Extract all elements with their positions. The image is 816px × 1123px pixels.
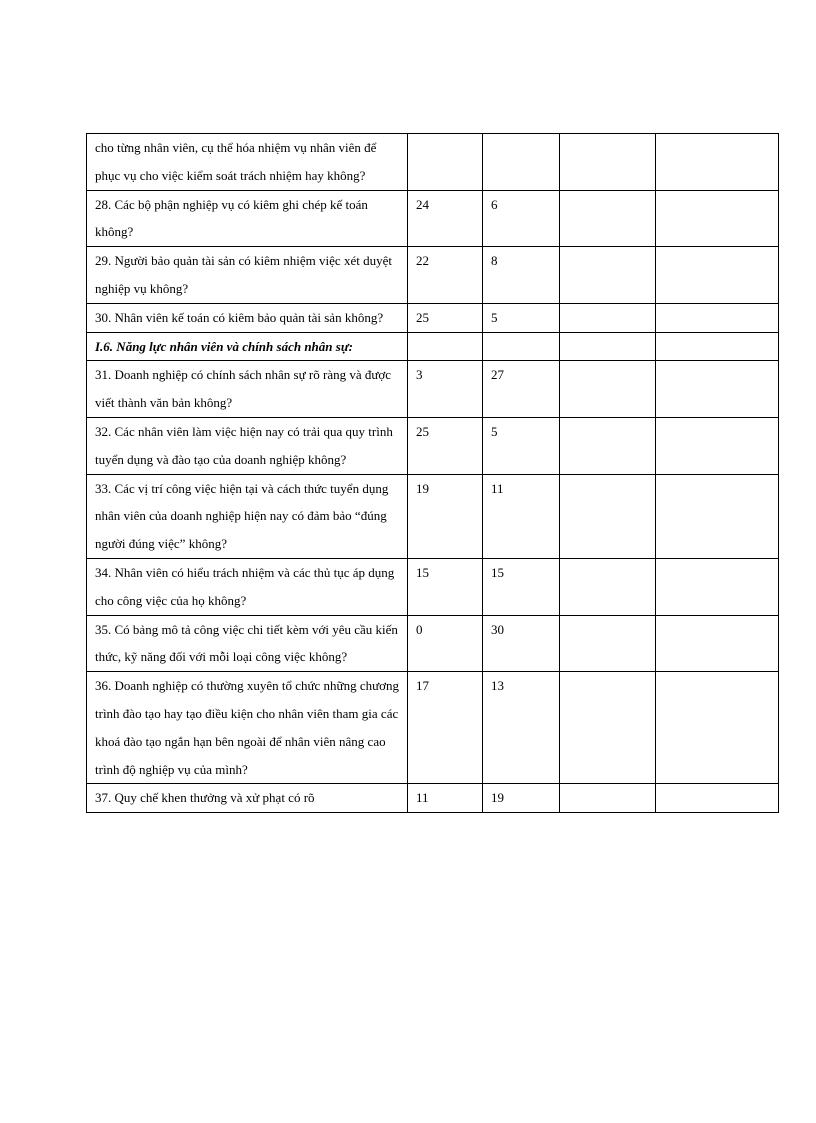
question-text: 28. Các bộ phận nghiệp vụ có kiêm ghi chép kế toán không? bbox=[95, 196, 368, 240]
survey-table bbox=[86, 133, 779, 813]
table-row bbox=[87, 474, 779, 558]
table-row bbox=[87, 784, 779, 813]
yes-count-cell bbox=[408, 784, 483, 813]
table-row bbox=[87, 247, 779, 304]
empty-cell bbox=[560, 474, 656, 558]
yes-count-cell bbox=[408, 474, 483, 558]
yes-count-cell bbox=[408, 190, 483, 247]
yes-count: 25 bbox=[416, 423, 429, 439]
question-text: 31. Doanh nghiệp có chính sách nhân sự rõ ràng và được viết thành văn bản không? bbox=[95, 367, 392, 411]
question-cell bbox=[87, 558, 408, 615]
no-count-cell bbox=[483, 134, 560, 191]
question-text: 30. Nhân viên kế toán có kiêm bảo quản tài sản không? bbox=[95, 309, 384, 325]
no-count: 27 bbox=[491, 367, 504, 383]
section-row bbox=[87, 332, 779, 361]
empty-cell bbox=[656, 332, 779, 361]
question-text: cho từng nhân viên, cụ thể hóa nhiệm vụ nhân viên để phục vụ cho việc kiểm soát trách nhiệm hay không? bbox=[95, 140, 377, 183]
empty-cell bbox=[560, 672, 656, 784]
table-row bbox=[87, 361, 779, 418]
question-cell bbox=[87, 247, 408, 304]
empty-cell bbox=[656, 558, 779, 615]
question-text: 34. Nhân viên có hiểu trách nhiệm và các thủ tục áp dụng cho công việc của họ không? bbox=[95, 564, 395, 608]
question-cell bbox=[87, 417, 408, 474]
no-count: 30 bbox=[491, 621, 504, 637]
yes-count-cell bbox=[408, 672, 483, 784]
yes-count: 15 bbox=[416, 564, 429, 580]
yes-count: 11 bbox=[416, 790, 429, 806]
empty-cell bbox=[656, 247, 779, 304]
no-count-cell bbox=[483, 672, 560, 784]
no-count-cell bbox=[483, 190, 560, 247]
yes-count: 24 bbox=[416, 196, 429, 212]
question-text: 29. Người bảo quản tài sản có kiêm nhiệm việc xét duyệt nghiệp vụ không? bbox=[95, 253, 392, 296]
yes-count: 17 bbox=[416, 678, 429, 694]
no-count-cell bbox=[483, 474, 560, 558]
yes-count: 3 bbox=[416, 367, 423, 383]
question-cell bbox=[87, 190, 408, 247]
empty-cell bbox=[560, 558, 656, 615]
question-cell bbox=[87, 134, 408, 191]
empty-cell bbox=[560, 332, 656, 361]
yes-count-cell bbox=[408, 417, 483, 474]
question-cell bbox=[87, 672, 408, 784]
empty-cell bbox=[483, 332, 560, 361]
no-count-cell bbox=[483, 615, 560, 672]
yes-count-cell bbox=[408, 303, 483, 332]
question-text: 37. Quy chế khen thưởng và xử phạt có rõ bbox=[95, 790, 315, 806]
empty-cell bbox=[560, 134, 656, 191]
empty-cell bbox=[656, 134, 779, 191]
question-cell bbox=[87, 474, 408, 558]
empty-cell bbox=[560, 784, 656, 813]
question-cell bbox=[87, 303, 408, 332]
yes-count: 0 bbox=[416, 621, 423, 637]
empty-cell bbox=[656, 474, 779, 558]
no-count-cell bbox=[483, 417, 560, 474]
empty-cell bbox=[560, 417, 656, 474]
no-count: 13 bbox=[491, 678, 504, 694]
empty-cell bbox=[560, 247, 656, 304]
empty-cell bbox=[408, 332, 483, 361]
question-cell bbox=[87, 361, 408, 418]
question-cell bbox=[87, 784, 408, 813]
yes-count-cell bbox=[408, 615, 483, 672]
table-row bbox=[87, 303, 779, 332]
yes-count-cell bbox=[408, 247, 483, 304]
empty-cell bbox=[656, 784, 779, 813]
no-count: 5 bbox=[491, 423, 498, 439]
yes-count: 19 bbox=[416, 480, 429, 496]
no-count-cell bbox=[483, 784, 560, 813]
table-row bbox=[87, 558, 779, 615]
empty-cell bbox=[656, 672, 779, 784]
no-count-cell bbox=[483, 558, 560, 615]
empty-cell bbox=[560, 303, 656, 332]
no-count: 19 bbox=[491, 790, 504, 806]
no-count: 15 bbox=[491, 564, 504, 580]
question-text: 33. Các vị trí công việc hiện tại và cách thức tuyển dụng nhân viên của doanh nghiệp hiện nay có đảm bảo “đúng người đúng việc” không? bbox=[95, 480, 389, 552]
no-count-cell bbox=[483, 247, 560, 304]
empty-cell bbox=[560, 361, 656, 418]
no-count: 6 bbox=[491, 196, 498, 212]
empty-cell bbox=[656, 615, 779, 672]
yes-count: 25 bbox=[416, 309, 429, 325]
question-text: 36. Doanh nghiệp có thường xuyên tổ chức những chương trình đào tạo hay tạo điều kiện cho nhân viên tham gia các khoá đào tạo ngắn hạn bên ngoài để nhân viên nâng cao trình độ nghiệp vụ của mình? bbox=[95, 678, 400, 777]
empty-cell bbox=[656, 303, 779, 332]
table-row bbox=[87, 190, 779, 247]
no-count-cell bbox=[483, 303, 560, 332]
empty-cell bbox=[656, 190, 779, 247]
yes-count: 22 bbox=[416, 253, 429, 269]
table-row bbox=[87, 417, 779, 474]
no-count: 8 bbox=[491, 253, 498, 269]
yes-count-cell bbox=[408, 361, 483, 418]
empty-cell bbox=[656, 417, 779, 474]
no-count: 11 bbox=[491, 480, 504, 496]
empty-cell bbox=[560, 190, 656, 247]
question-cell bbox=[87, 615, 408, 672]
table-row bbox=[87, 134, 779, 191]
section-heading-cell bbox=[87, 332, 408, 361]
empty-cell bbox=[656, 361, 779, 418]
question-text: 35. Có bảng mô tả công việc chi tiết kèm với yêu cầu kiến thức, kỹ năng đối với mỗi loại công việc không? bbox=[95, 621, 398, 665]
table-row bbox=[87, 615, 779, 672]
section-heading: I.6. Năng lực nhân viên và chính sách nhân sự: bbox=[95, 338, 353, 354]
no-count-cell bbox=[483, 361, 560, 418]
yes-count-cell bbox=[408, 558, 483, 615]
empty-cell bbox=[560, 615, 656, 672]
question-text: 32. Các nhân viên làm việc hiện nay có trải qua quy trình tuyển dụng và đào tạo của doanh nghiệp không? bbox=[95, 423, 393, 467]
no-count: 5 bbox=[491, 309, 498, 325]
yes-count-cell bbox=[408, 134, 483, 191]
table-row bbox=[87, 672, 779, 784]
